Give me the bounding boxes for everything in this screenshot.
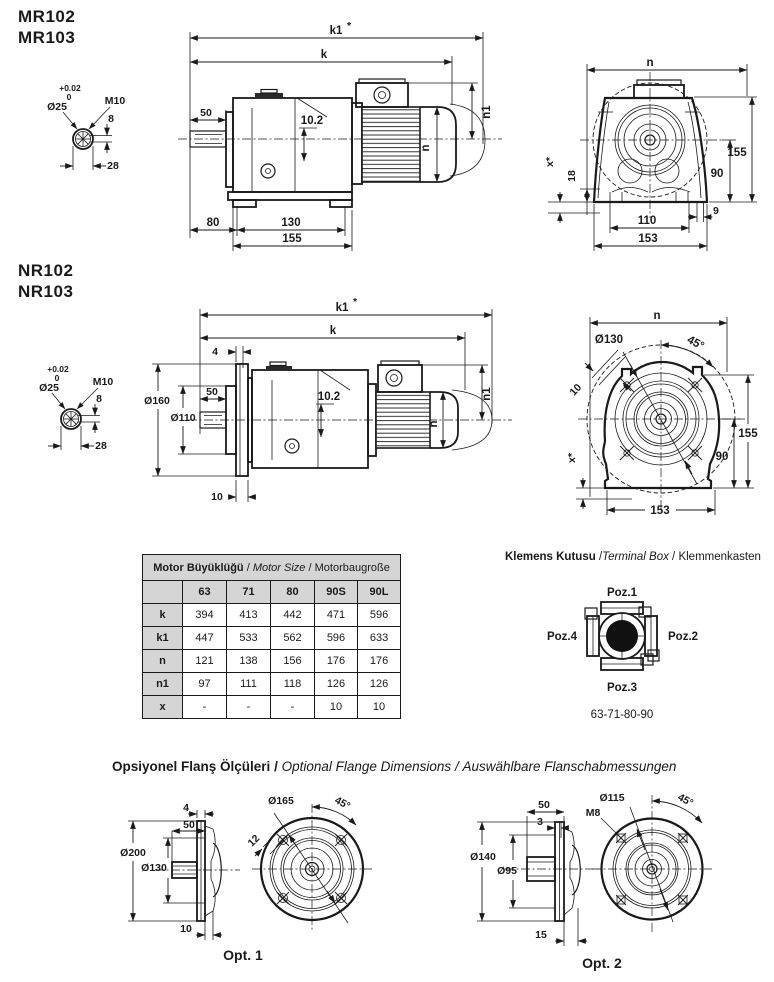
value-cell: 447: [183, 627, 227, 650]
value-cell: 471: [315, 604, 358, 627]
poz2-label: Poz.2: [668, 631, 699, 643]
dim-x-label: x*: [544, 157, 556, 167]
dim-k-label: k: [329, 325, 337, 337]
value-cell: -: [227, 696, 271, 719]
separator: /: [672, 551, 676, 563]
terminal-box-diagram: [540, 570, 760, 730]
dim-9-label: 9: [713, 205, 719, 217]
separator: /: [274, 759, 278, 774]
thread-m8-label: M8: [585, 807, 601, 819]
value-cell: 138: [227, 650, 271, 673]
dim-4-label: 4: [183, 802, 189, 814]
mr-side-view: [178, 20, 502, 251]
row-label: k: [143, 604, 183, 627]
nr-side-view: [144, 296, 512, 503]
table-row: [143, 696, 401, 719]
flange-title-de: Auswählbare Flanschabmessungen: [462, 759, 677, 774]
tolerance-zero-label: 0: [66, 92, 72, 102]
key-width-label: 8: [96, 393, 102, 405]
value-cell: 97: [183, 673, 227, 696]
key-height-label: 28: [95, 440, 107, 452]
dia-160-label: Ø160: [144, 395, 170, 407]
separator: /: [246, 561, 250, 574]
motor-size-table: [142, 554, 401, 719]
opt1-side-view: [120, 802, 240, 940]
value-cell: -: [183, 696, 227, 719]
value-cell: 442: [271, 604, 315, 627]
opt2-front-view: [586, 791, 712, 932]
separator: /: [454, 759, 459, 774]
opt1-label: Opt. 1: [223, 947, 263, 963]
angle-45-label: 45°: [332, 794, 353, 813]
dim-90-label: 90: [715, 451, 729, 463]
dim-50-label: 50: [538, 799, 550, 811]
dim-n1-label: n1: [481, 105, 493, 119]
table-title: [143, 555, 401, 581]
angle-45-label: 45°: [675, 791, 696, 810]
dim-80-label: 80: [206, 217, 220, 229]
dim-155-label: 155: [738, 428, 758, 440]
nr-title-line1: NR102: [18, 261, 74, 280]
dia-200-label: Ø200: [120, 847, 146, 859]
dim-n-label: n: [420, 144, 432, 152]
key-height-label: 28: [107, 160, 119, 172]
poz3-label: Poz.3: [606, 682, 638, 694]
terminal-sizes-label: 63-71-80-90: [590, 709, 654, 721]
table-row: [143, 627, 401, 650]
mr-shaft-end-detail: [47, 83, 125, 172]
dim-n-end-label: n: [653, 310, 661, 322]
key-width-label: 8: [108, 113, 114, 125]
motor-size-table-wrap: [142, 554, 401, 719]
row-label: n: [143, 650, 183, 673]
hole-10-label: 10: [567, 381, 585, 399]
value-cell: 156: [271, 650, 315, 673]
table-title-tr: Motor Büyüklüğü: [153, 561, 244, 574]
shaft-diameter-label: Ø25: [39, 382, 59, 394]
flange-title-tr: Opsiyonel Flanş Ölçüleri: [112, 759, 271, 774]
table-title-en: Motor Size: [252, 561, 306, 574]
value-cell: 121: [183, 650, 227, 673]
table-title-de: Motorbaugroße: [314, 561, 390, 574]
col-header: 63: [183, 581, 227, 604]
terminal-box-drawing: [547, 587, 698, 721]
dim-155-label: 155: [282, 233, 302, 245]
col-header: 80: [271, 581, 315, 604]
dia-130-label: Ø130: [594, 334, 624, 346]
terminal-box-title: [505, 551, 761, 563]
value-cell: 111: [227, 673, 271, 696]
separator: /: [308, 561, 312, 574]
dim-3-label: 3: [537, 816, 543, 828]
nr-end-view: [566, 310, 758, 517]
value-cell: 176: [358, 650, 401, 673]
dim-10-2-label: 10.2: [317, 391, 341, 403]
column-header-row: [143, 581, 401, 604]
value-cell: 126: [315, 673, 358, 696]
col-header: 71: [227, 581, 271, 604]
terminal-title-tr: Klemens Kutusu: [505, 551, 596, 563]
dim-130-label: 130: [281, 217, 301, 229]
opt1-front-view: [246, 794, 372, 932]
value-cell: 176: [315, 650, 358, 673]
dim-k1-star: *: [353, 296, 358, 308]
table-row: [143, 673, 401, 696]
shaft-spokes: [76, 132, 91, 147]
value-cell: 413: [227, 604, 271, 627]
dim-n-label: n: [428, 420, 440, 428]
poz1-label: Poz.1: [606, 587, 638, 599]
mr-end-view: [544, 57, 757, 251]
dim-15-label: 15: [535, 929, 547, 941]
tolerance-zero-label: 0: [54, 373, 60, 383]
value-cell: 118: [271, 673, 315, 696]
value-cell: 10: [358, 696, 401, 719]
value-cell: 596: [315, 627, 358, 650]
value-cell: 394: [183, 604, 227, 627]
shaft-spokes: [64, 412, 79, 427]
row-label: n1: [143, 673, 183, 696]
corner-cell: [143, 581, 183, 604]
dia-95-label: Ø95: [497, 865, 517, 877]
dim-50-label: 50: [183, 819, 195, 831]
nr-title-line2: NR103: [18, 282, 74, 301]
terminal-title-de: Klemmenkasten: [678, 551, 761, 563]
thread-label: M10: [104, 95, 126, 107]
dim-x-label: x*: [566, 453, 578, 463]
opt2-side-view: [470, 799, 600, 946]
mr-drawings: [0, 0, 774, 262]
dim-90-label: 90: [710, 168, 724, 180]
row-label: k1: [143, 627, 183, 650]
dim-10-2-label: 10.2: [300, 115, 324, 127]
mr-title-line2: MR103: [18, 28, 76, 47]
col-header: 90L: [358, 581, 401, 604]
dim-155-end-label: 155: [727, 147, 747, 159]
table-row: [143, 604, 401, 627]
value-cell: 10: [315, 696, 358, 719]
dim-50-label: 50: [206, 386, 218, 398]
value-cell: 533: [227, 627, 271, 650]
dim-153-label: 153: [650, 505, 670, 517]
value-cell: 126: [358, 673, 401, 696]
dim-k1-star: *: [347, 20, 352, 32]
mr-title-line1: MR102: [18, 7, 76, 26]
dim-10-label: 10: [180, 923, 192, 935]
tolerance-plus-label: +0.02: [47, 364, 69, 374]
dia-140-label: Ø140: [470, 851, 496, 863]
separator: /: [598, 551, 603, 563]
nr-shaft-end-detail: [39, 364, 113, 452]
dim-n1-label: n1: [481, 387, 493, 401]
value-cell: 596: [358, 604, 401, 627]
thread-label: M10: [92, 376, 114, 388]
dia-165-label: Ø165: [268, 795, 294, 807]
dim-k-label: k: [320, 49, 328, 61]
value-cell: 562: [271, 627, 315, 650]
dim-k1-label: k1: [335, 302, 349, 314]
col-header: 90S: [315, 581, 358, 604]
poz4-label: Poz.4: [546, 631, 577, 643]
flange-section-title: [112, 759, 676, 774]
dia-115-label: Ø115: [599, 792, 625, 804]
value-cell: 633: [358, 627, 401, 650]
value-cell: -: [271, 696, 315, 719]
dim-4-label: 4: [212, 346, 218, 358]
hole-12-label: 12: [245, 832, 263, 850]
row-label: x: [143, 696, 183, 719]
dim-k1-label: k1: [329, 25, 343, 37]
opt1-flange-drawing: [90, 795, 420, 975]
dim-153-label: 153: [638, 233, 658, 245]
opt2-flange-drawing: [440, 790, 774, 982]
dia-130-label: Ø130: [141, 862, 167, 874]
shaft-diameter-label: Ø25: [47, 101, 67, 113]
dia-110-label: Ø110: [170, 412, 196, 424]
opt2-label: Opt. 2: [582, 955, 622, 971]
dim-110-label: 110: [637, 215, 657, 227]
dim-50-label: 50: [200, 107, 212, 119]
nr-drawings: [0, 262, 774, 540]
tolerance-plus-label: +0.02: [59, 83, 81, 93]
table-row: [143, 650, 401, 673]
dim-18-label: 18: [566, 170, 578, 182]
angle-45-label: 45°: [684, 333, 706, 353]
terminal-gland: [606, 620, 638, 652]
dim-n-end-label: n: [646, 57, 654, 69]
flange-title-en: Optional Flange Dimensions: [281, 759, 452, 774]
dim-10-label: 10: [211, 491, 223, 503]
terminal-title-en: Terminal Box: [602, 551, 669, 563]
